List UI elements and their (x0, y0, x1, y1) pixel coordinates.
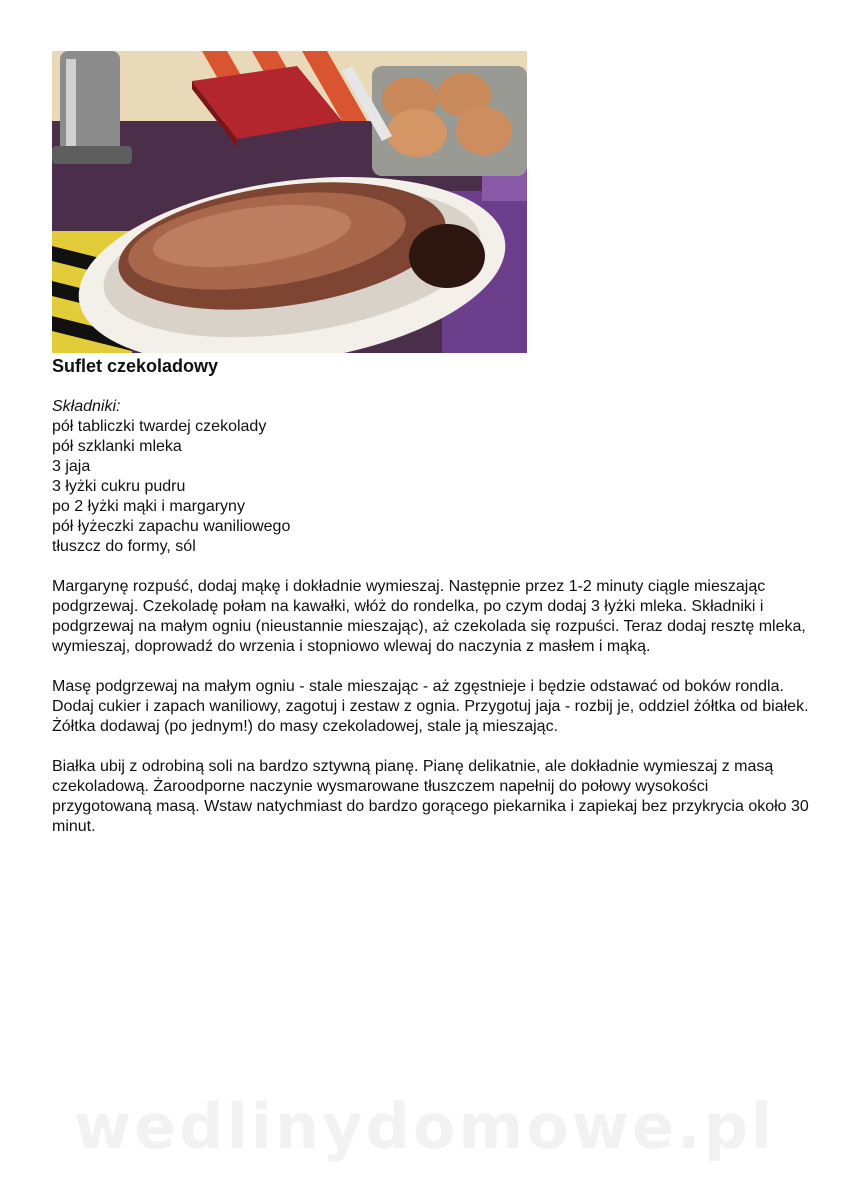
ingredient-item: pół szklanki mleka (52, 438, 182, 455)
ingredient-item: tłuszcz do formy, sól (52, 538, 196, 555)
ingredient-item: 3 jaja (52, 458, 91, 475)
recipe-title: Suflet czekoladowy (52, 356, 219, 376)
instructions-paragraph: Masę podgrzewaj na małym ogniu - stale mieszając - aż zgęstnieje i będzie odstawać od boków rondla. Dodaj cukier i zapach waniliowy, zagotuj i zestaw z ognia. Przygotuj jaja - rozbij je, oddziel żółtka od białek. Żółtka dodawaj (po jednym!) do masy czekoladowej, stale ją mieszając. (52, 678, 809, 735)
ingredient-item: po 2 łyżki mąki i margaryny (52, 498, 245, 515)
instructions-paragraph: Białka ubij z odrobiną soli na bardzo sztywną pianę. Pianę delikatnie, ale dokładnie wymieszaj z masą czekoladową. Żaroodporne naczynie wysmarowane tłuszczem napełnij do połowy wysokości przygotowaną masą. Wstaw natychmiast do bardzo gorącego piekarnika i zapiekaj bez przykrycia około 30 minut. (52, 758, 809, 835)
ingredients-heading: Składniki: (52, 398, 121, 415)
ingredient-item: 3 łyżki cukru pudru (52, 478, 186, 495)
recipe-body (52, 397, 812, 837)
souffle-photo (52, 51, 527, 353)
instructions-paragraph: Margarynę rozpuść, dodaj mąkę i dokładnie wymieszaj. Następnie przez 1-2 minuty ciągle mieszając podgrzewaj. Czekoladę połam na kawałki, włóż do rondelka, po czym dodaj 3 łyżki mleka. Składniki i podgrzewaj na małym ogniu (nieustannie mieszając), aż czekolada się rozpuści. Teraz dodaj resztę mleka, wymieszaj, doprowadź do wrzenia i stopniowo wlewaj do naczynia z masłem i mąką. (52, 578, 806, 655)
ingredient-item: pół tabliczki twardej czekolady (52, 418, 267, 435)
ingredients-list (52, 417, 812, 557)
watermark: wedlinydomowe.pl (73, 1090, 776, 1163)
ingredient-item: pół łyżeczki zapachu waniliowego (52, 518, 291, 535)
